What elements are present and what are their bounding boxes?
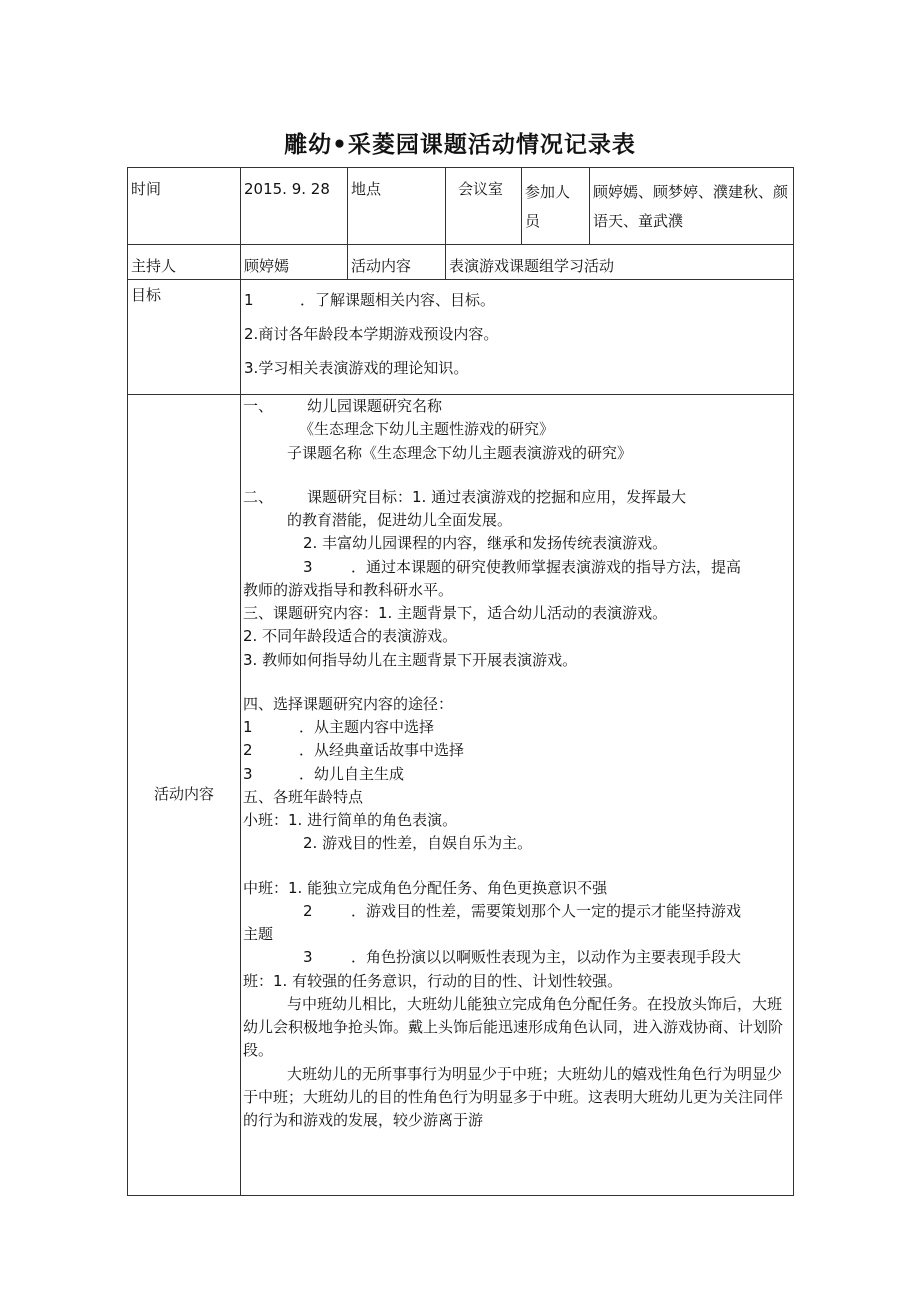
section-2-line: 的教育潜能，促进幼儿全面发展。: [287, 511, 513, 529]
middle-class-line: 中班：1. 能独立完成角色分配任务、角色更换意识不强: [243, 878, 608, 897]
small-class-line: 2. 游戏目的性差，自娱自乐为主。: [303, 834, 533, 853]
big-class-paragraph: 大班幼儿的无所事事行为明显少于中班；大班幼儿的嬉戏性角色行为明显少于中班；大班幼儿的目的性角色行为明显多于中班。这表明大班幼儿更为关注同伴的行为和游戏的发展，较少游离于游: [243, 1064, 784, 1129]
section-2-head: 二、: [243, 487, 274, 506]
row-goals: [128, 280, 794, 395]
section-2-line: 课题研究目标：1. 通过表演游戏的挖掘和应用，发挥最大: [307, 487, 687, 506]
section-3-line: 3. 教师如何指导幼儿在主题背景下开展表演游戏。: [243, 650, 578, 669]
record-table: [127, 167, 794, 1196]
participants-value: 顾婷嫣、顾梦婷、濮建秋、颜语天、童武濮: [593, 183, 789, 231]
section-2-line: 2. 丰富幼儿园课程的内容，继承和发扬传统表演游戏。: [303, 534, 668, 553]
row-host: [128, 245, 794, 280]
row-time-place: [128, 168, 794, 245]
host-value: 顾婷嫣: [244, 257, 290, 275]
section-2-line: 教师的游戏指导和教科研水平。: [243, 580, 454, 599]
section-4-item: 1 ．从主题内容中选择: [243, 718, 435, 736]
section-1-head: 一、: [243, 397, 274, 415]
content-label: 活动内容: [153, 785, 214, 804]
section-1-line: 子课题名称《生态理念下幼儿主题表演游戏的研究》: [287, 443, 633, 462]
big-class-paragraph: 与中班幼儿相比，大班幼儿能独立完成角色分配任务。在投放头饰后，大班幼儿会积极地争抢头饰。戴上头饰后能迅速形成角色认同，进入游戏协商、计划阶段。: [243, 994, 784, 1060]
content-body: [241, 395, 793, 1132]
big-class-line: 班：1. 有较强的任务意识，行动的目的性、计划性较强。: [243, 971, 623, 990]
goal-item: 2.商讨各年龄段本学期游戏预设内容。: [244, 324, 499, 343]
middle-class-line: 2 ．游戏目的性差，需要策划那个人一定的提示才能坚持游戏: [303, 901, 742, 920]
section-4-item: 3 ．幼儿自主生成: [243, 764, 405, 783]
section-1-title: 幼儿园课题研究名称: [307, 397, 443, 415]
activity-value: 表演游戏课题组学习活动: [449, 257, 615, 275]
participants-label: 参加人员: [525, 183, 571, 231]
goals-list: [241, 280, 793, 385]
section-4-line: 四、选择课题研究内容的途径：: [243, 694, 454, 713]
section-2-line: 3 ．通过本课题的研究使教师掌握表演游戏的指导方法，提高: [303, 557, 742, 576]
section-3-line: 2. 不同年龄段适合的表演游戏。: [243, 627, 458, 646]
host-label: 主持人: [131, 257, 177, 275]
time-value: 2015. 9. 28: [244, 180, 330, 198]
place-label: 地点: [351, 180, 382, 198]
small-class-line: 小班：1. 进行简单的角色表演。: [243, 811, 458, 829]
section-3-line: 三、课题研究内容：1. 主题背景下，适合幼儿活动的表演游戏。: [243, 604, 668, 622]
place-value: 会议室: [458, 180, 504, 198]
goals-label: 目标: [131, 286, 162, 304]
section-4-item: 2 ．从经典童话故事中选择: [243, 741, 465, 760]
goal-item: 1 ．了解课题相关内容、目标。: [244, 291, 496, 309]
row-activity-content: [128, 395, 794, 1196]
time-label: 时间: [131, 180, 162, 198]
page-title: 雕幼•采菱园课题活动情况记录表: [284, 132, 636, 158]
section-1-line: 《生态理念下幼儿主题性游戏的研究》: [299, 420, 555, 439]
middle-class-line: 3 ．角色扮演以以啊贩性表现为主，以动作为主要表现手段大: [303, 948, 742, 967]
section-5-line: 五、各班年龄特点: [243, 787, 364, 806]
middle-class-line: 主题: [243, 925, 274, 943]
goal-item: 3.学习相关表演游戏的理论知识。: [244, 358, 469, 377]
activity-label: 活动内容: [351, 257, 412, 275]
